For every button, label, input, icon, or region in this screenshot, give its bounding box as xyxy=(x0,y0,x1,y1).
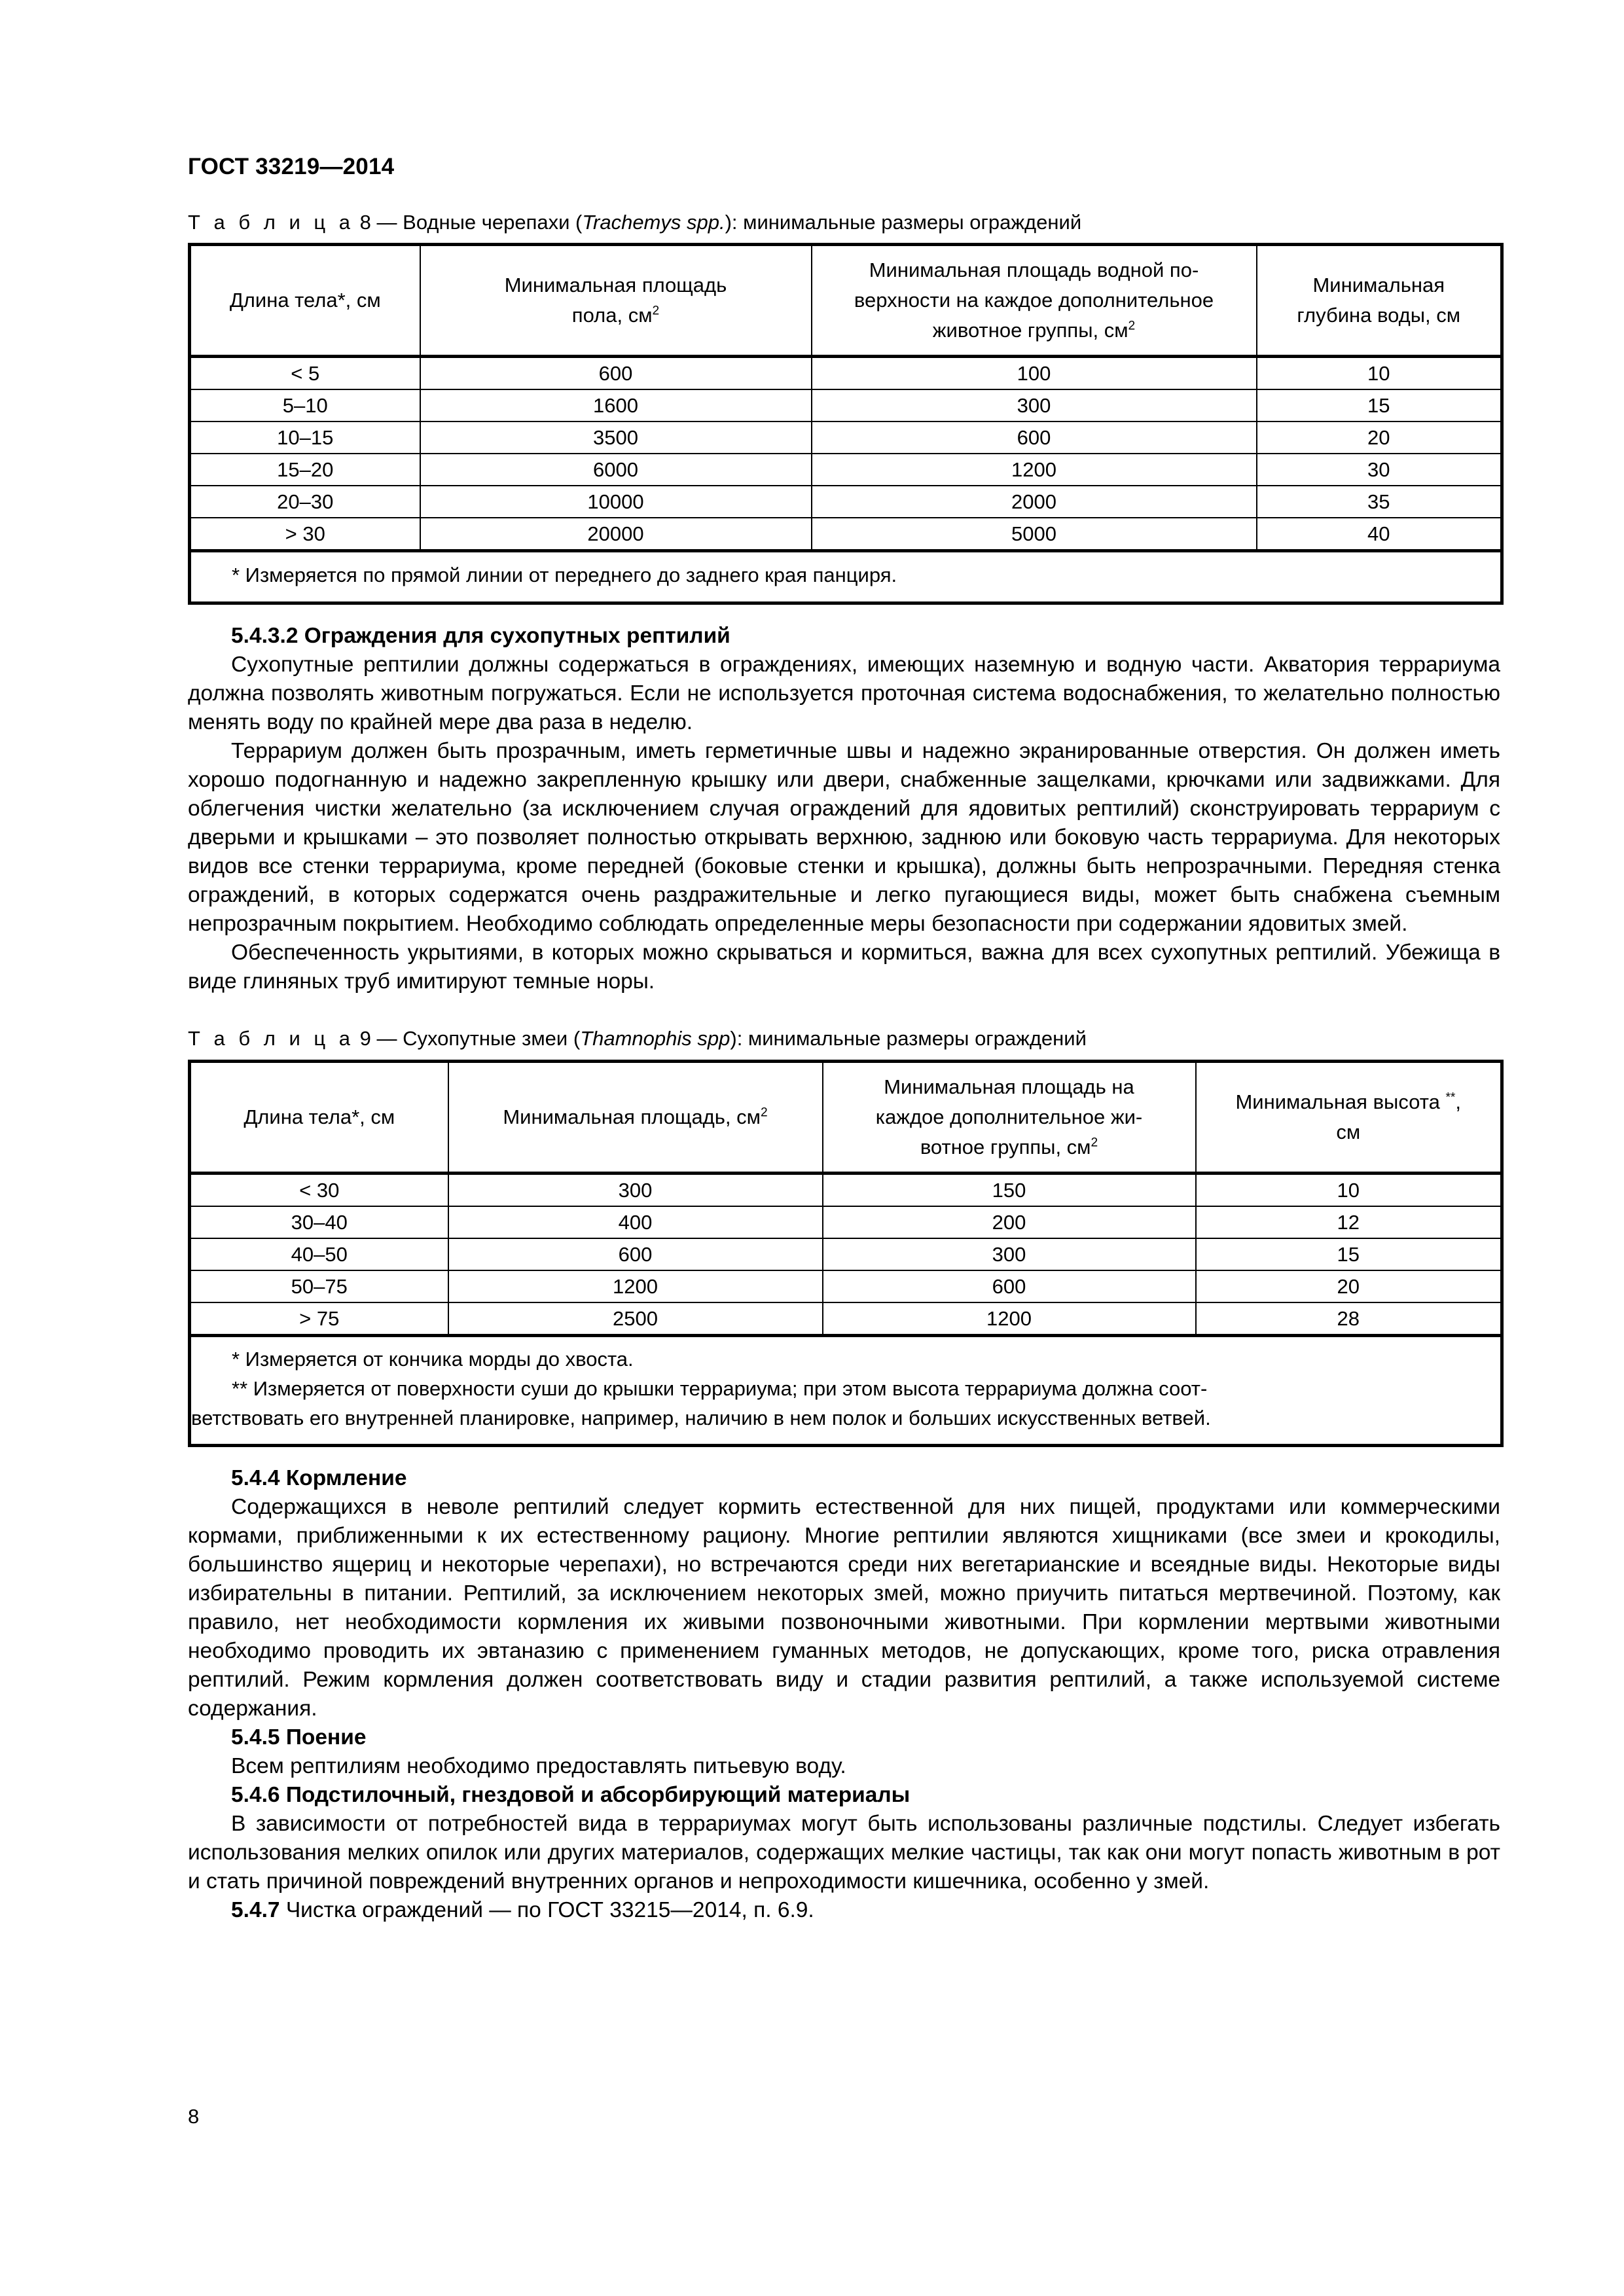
section-5-4-7-number: 5.4.7 xyxy=(231,1898,280,1923)
table-9-footnote-row xyxy=(190,1335,1502,1445)
table-8-footnote: * Измеряется по прямой линии от переднего до заднего края панциря. xyxy=(232,563,897,586)
table-8-header-row xyxy=(190,245,1502,357)
table-9-col-4-header-line1: Минимальная высота **, xyxy=(1235,1090,1462,1114)
table-row: 15–20 6000 1200 30 xyxy=(190,454,1502,486)
table-9-caption-text-1: Сухопутные змеи ( xyxy=(403,1027,581,1050)
table-8-col-1-header: Длина тела*, см xyxy=(190,245,420,357)
table-9-col-2-header xyxy=(448,1062,823,1174)
table-row: 50–75 1200 600 20 xyxy=(190,1270,1502,1302)
section-5-4-5-heading: 5.4.5 Поение xyxy=(231,1725,367,1750)
table-8-footnote-row xyxy=(190,550,1502,603)
section-5-4-3-2-paragraph-1: Сухопутные рептилии должны содержаться в ограждениях, имеющих наземную и водную части. Акватория террариума должна позволять животным погружаться. Если не используется проточная система водоснабжения, то желательно полностью менять воду по крайней мере два раза в неделю. xyxy=(188,652,1500,735)
table-9-footnote-2-line-2: ветствовать его внутренней планировке, например, наличию в нем полок и больших искусственных ветвей. xyxy=(191,1406,1211,1429)
table-8-caption-text-1: Водные черепахи ( xyxy=(403,210,583,234)
table-9-header-row xyxy=(190,1062,1502,1174)
table-row: 40–50 600 300 15 xyxy=(190,1238,1502,1270)
table-9-caption-number: 9 xyxy=(359,1027,371,1050)
table-9-caption-dash: — xyxy=(376,1027,397,1050)
section-5-4-7-paragraph xyxy=(188,1896,1500,1925)
table-8-col-4-header: Минимальная глубина воды, см xyxy=(1257,245,1502,357)
table-9-col-3-header: Минимальная площадь на каждое дополнительное жи- вотное группы, $см^2$ xyxy=(823,1062,1196,1174)
page-content xyxy=(188,0,1500,1925)
table-8-caption xyxy=(188,210,1500,236)
table-8-col-2-header: Минимальная площадь пола, $см^2$ xyxy=(420,245,812,357)
table-9-col-2-header-line1: Минимальная площадь, $см^2$ xyxy=(503,1105,768,1129)
section-5-4-6-paragraph-1: В зависимости от потребностей вида в террариумах могут быть использованы различные подстилы. Следует избегать использования мелких опилок или других материалов, содержащих мелкие частицы, так как они могут попасть животным в рот и стать причиной повреждений внутренних органов и непроходимости кишечника, особенно у змей. xyxy=(188,1812,1500,1894)
table-9-col-3-header-line3: вотное группы, $см^2$ xyxy=(920,1135,1098,1158)
table-8-col-2-header-line2: пола, $см^2$ xyxy=(571,304,660,327)
table-row: 30–40 400 200 12 xyxy=(190,1206,1502,1238)
table-9-caption-label: Т а б л и ц а xyxy=(188,1027,355,1050)
table-8-caption-number: 8 xyxy=(359,210,371,234)
table-8-caption-dash: — xyxy=(376,210,397,234)
table-8-body xyxy=(190,356,1502,603)
section-5-4-7-text: Чистка ограждений — по ГОСТ 33215—2014, п. 6.9. xyxy=(285,1898,814,1923)
table-9-footnote-cell xyxy=(190,1335,1502,1445)
table-8 xyxy=(188,243,1504,605)
table-9-body xyxy=(190,1173,1502,1445)
table-9-caption-text-2: ): минимальные размеры ограждений xyxy=(730,1027,1087,1050)
table-row: > 30 20000 5000 40 xyxy=(190,518,1502,551)
section-5-4-4-heading: 5.4.4 Кормление xyxy=(231,1465,407,1490)
table-9-footnote-1: * Измеряется от кончика морды до хвоста. xyxy=(232,1347,634,1371)
table-8-caption-species: Trachemys spp. xyxy=(582,210,725,234)
table-8-caption-text-2: ): минимальные размеры ограждений xyxy=(725,210,1082,234)
section-5-4-6-heading: 5.4.6 Подстилочный, гнездовой и абсорбирующий материалы xyxy=(231,1783,911,1808)
section-5-4-3-2-paragraph-2: Террариум должен быть прозрачным, иметь герметичные швы и надежно экранированные отверстия. Он должен иметь хорошо подогнанную и надежно закрепленную крышку или двери, снабженные защелками, крючками или задвижками. Для облегчения чистки желательно (за исключением случая ограждений для ядовитых рептилий) сконструировать террариум с дверьми и крышками – это позволяет полностью открывать верхнюю, заднюю или боковую часть террариума. Для некоторых видов все стенки террариума, кроме передней (боковые стенки и крышка), должны быть непрозрачными. Передняя стенка ограждений, в которых содержатся очень раздражительные и легко пугающиеся виды, может быть снабжена съемным непрозрачным покрытием. Необходимо соблюдать определенные меры безопасности при содержании ядовитых змей. xyxy=(188,739,1500,937)
table-row: 10–15 3500 600 20 xyxy=(190,422,1502,454)
section-5-4-5-paragraph-1: Всем рептилиям необходимо предоставлять питьевую воду. xyxy=(231,1754,846,1779)
table-9-col-1-header: Длина тела*, см xyxy=(190,1062,448,1174)
table-row: > 75 2500 1200 28 xyxy=(190,1302,1502,1336)
table-row: 5–10 1600 300 15 xyxy=(190,389,1502,422)
section-5-4-4-paragraph-1: Содержащихся в неволе рептилий следует кормить естественной для них пищей, продуктами или коммерческими кормами, приближенными к их естественному рациону. Многие рептилии являются хищниками (все змеи и крокодилы, большинство ящериц и некоторые черепахи), но встречаются среди них вегетарианские и всеядные виды. Некоторые виды избирательны в питании. Рептилий, за исключением некоторых змей, можно приучить питаться мертвечиной. Поэтому, как правило, нет необходимости кормления их живыми позвоночными животными. При кормлении мертвыми животными необходимо проводить их эвтаназию с применением гуманных методов, не допускающих, кроме того, риска отравления рептилий. Режим кормления должен соответствовать виду и стадии развития рептилий, а также используемой системе содержания. xyxy=(188,1494,1500,1721)
table-row: 20–30 10000 2000 35 xyxy=(190,486,1502,518)
table-row: < 5 600 100 10 xyxy=(190,356,1502,389)
table-9-caption xyxy=(188,1026,1500,1052)
table-9-col-4-header: Минимальная высота **, см xyxy=(1196,1062,1502,1174)
section-5-4-3-2-heading: 5.4.3.2 Ограждения для сухопутных рептилий xyxy=(231,623,731,648)
table-8-caption-label: Т а б л и ц а xyxy=(188,210,355,234)
section-5-4-3-2-paragraph-3: Обеспеченность укрытиями, в которых можно скрываться и кормиться, важна для всех сухопутных рептилий. Убежища в виде глиняных труб имитируют темные норы. xyxy=(188,941,1500,994)
standard-header: ГОСТ 33219—2014 xyxy=(188,154,395,179)
table-9-caption-species: Thamnophis spp xyxy=(580,1027,731,1050)
table-8-col-3-header: Минимальная площадь водной по- верхности на каждое дополнительное животное группы, $см^2$ xyxy=(812,245,1257,357)
table-8-footnote-cell xyxy=(190,550,1502,603)
page-number: 8 xyxy=(188,2105,200,2128)
table-row: < 30 300 150 10 xyxy=(190,1173,1502,1206)
table-9 xyxy=(188,1060,1504,1446)
table-8-col-3-header-line3: животное группы, $см^2$ xyxy=(932,319,1136,342)
table-9-footnote-2-line-1: ** Измеряется от поверхности суши до крышки террариума; при этом высота террариума должна соот- xyxy=(232,1376,1208,1400)
